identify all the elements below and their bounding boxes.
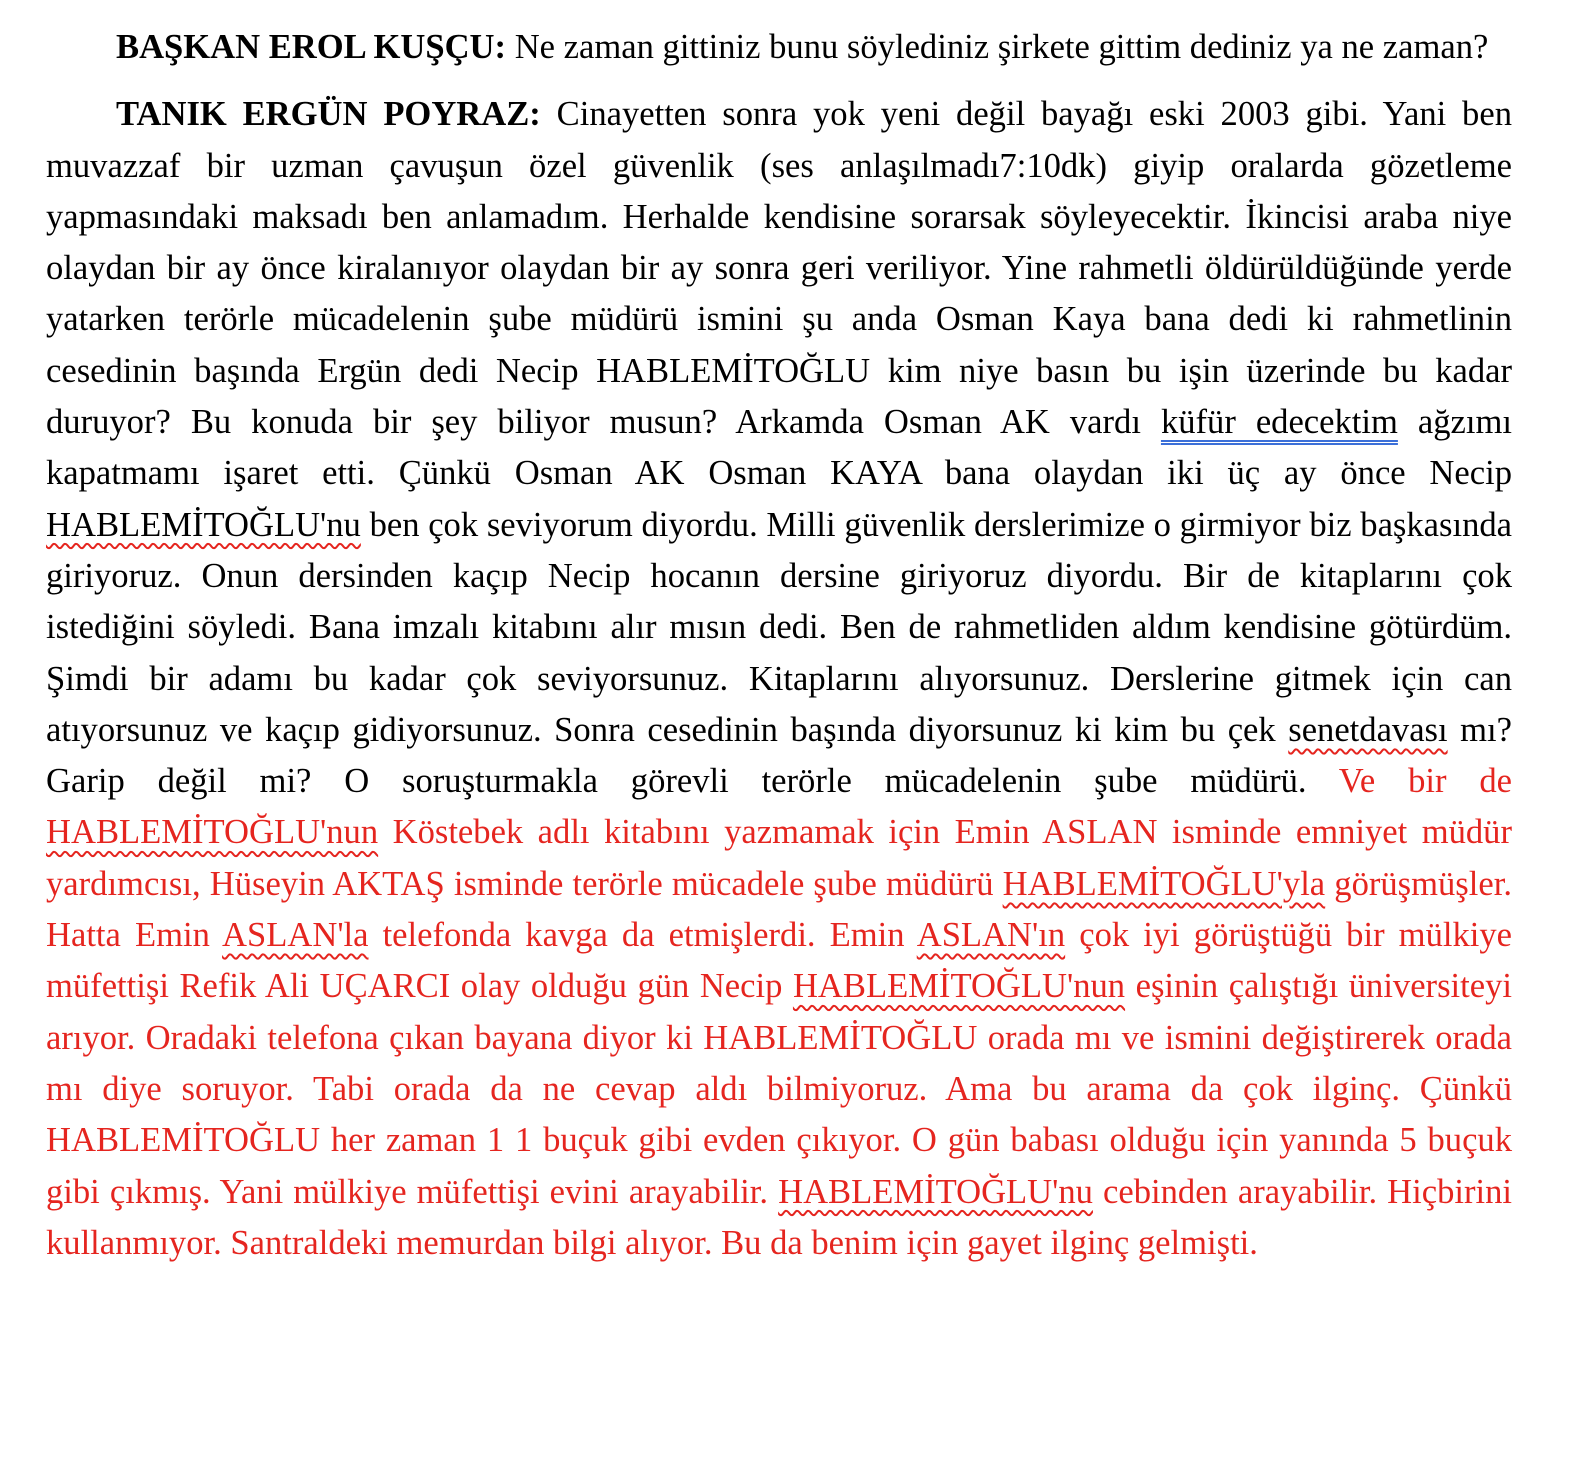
spelling-flagged-word: HABLEMİTOĞLU'yla xyxy=(1002,864,1326,903)
spelling-flagged-word: HABLEMİTOĞLU'nun xyxy=(792,967,1126,1006)
paragraph-chairman xyxy=(46,22,1512,73)
highlighted-text: telefonda kavga da etmişlerdi. Emin xyxy=(368,916,917,955)
highlighted-text: çok iyi görüştüğü bir mülkiye müfettişi Refik Ali UÇARCI olay olduğu gün Necip xyxy=(46,916,1512,1006)
highlighted-text: cebinden arayabilir. Hiçbirini kullanmıyor. Santraldeki memurdan bilgi alıyor. Bu da benim için gayet ilginç gelmişti. xyxy=(46,1172,1512,1262)
paragraph-text: Cinayetten sonra yok yeni değil bayağı eski 2003 gibi. Yani ben muvazzaf bir uzman çavuşun özel güvenlik (ses anlaşılmadı7:10dk) giyip oralarda gözetleme yapmasındaki maksadı ben anlamadım. Herhalde kendisine sorarsak söyleyecektir. İkincisi araba niye olaydan bir ay önce kiralanıyor olaydan bir ay sonra geri veriliyor. Yine rahmetli öldürüldüğünde yerde yatarken terörle mücadelenin şube müdürü ismini şu anda Osman Kaya bana dedi ki rahmetlinin cesedinin başında Ergün dedi Necip HABLEMİTOĞLU kim niye basın bu işin üzerinde bu kadar duruyor? Bu konuda bir şey biliyor musun? Arkamda Osman AK vardı xyxy=(46,95,1512,442)
document-page xyxy=(46,22,1512,1269)
highlighted-text: eşinin çalıştığı üniversiteyi arıyor. Oradaki telefona çıkan bayana diyor ki HABLEMİTOĞLU orada mı ve ismini değiştirerek orada mı diye soruyor. Tabi orada da ne cevap aldı bilmiyoruz. Ama bu arama da çok ilginç. Çünkü HABLEMİTOĞLU her zaman 1 1 buçuk gibi evden çıkıyor. O gün babası olduğu için yanında 5 buçuk gibi çıkmış. Yani mülkiye müfettişi evini arayabilir. xyxy=(46,967,1512,1211)
paragraph-witness xyxy=(46,89,1512,1269)
paragraph-text: Ne zaman gittiniz bunu söylediniz şirkete gittim dediniz ya ne zaman? xyxy=(506,28,1489,66)
highlighted-text: Köstebek adlı kitabını yazmamak için Emin ASLAN isminde emniyet müdür yardımcısı, Hüseyin AKTAŞ isminde terörle mücadele şube müdürü xyxy=(46,813,1512,903)
speaker-name: BAŞKAN EROL KUŞÇU: xyxy=(116,28,507,66)
spelling-flagged-word: HABLEMİTOĞLU'nun xyxy=(46,813,379,852)
paragraph-text: mı? Garip değil mi? O soruşturmakla görevli terörle mücadelenin şube müdürü. xyxy=(46,710,1513,801)
spelling-flagged-word: ASLAN'ın xyxy=(916,916,1066,955)
highlighted-text: Ve bir de xyxy=(1338,762,1512,801)
speaker-name: TANIK ERGÜN POYRAZ: xyxy=(116,95,541,134)
spelling-flagged-word: ASLAN'la xyxy=(222,916,369,955)
paragraph-text: ben çok seviyorum diyordu. Milli güvenlik derslerimize o girmiyor biz başkasında giriyoruz. Onun dersinden kaçıp Necip hocanın dersine giriyoruz diyordu. Bir de kitaplarını çok istediğini söyledi. Bana imzalı kitabını alır mısın dedi. Ben de rahmetliden aldım kendisine götürdüm. Şimdi bir adamı bu kadar çok seviyorsunuz. Kitaplarını alıyorsunuz. Derslerine gitmek için can atıyorsunuz ve kaçıp gidiyorsunuz. Sonra cesedinin başında diyorsunuz ki kim bu çek xyxy=(46,505,1512,749)
grammar-flagged-word: küfür edecektim xyxy=(1160,403,1398,442)
spelling-flagged-word: HABLEMİTOĞLU'nu xyxy=(778,1172,1093,1211)
highlighted-text: görüşmüşler. Hatta Emin xyxy=(46,864,1512,955)
paragraph-text: ağzımı kapatmamı işaret etti. Çünkü Osman AK Osman KAYA bana olaydan iki üç ay önce Necip xyxy=(46,403,1512,493)
spelling-flagged-word: HABLEMİTOĞLU'nu xyxy=(46,505,361,544)
spelling-flagged-word: senetdavası xyxy=(1288,710,1448,749)
